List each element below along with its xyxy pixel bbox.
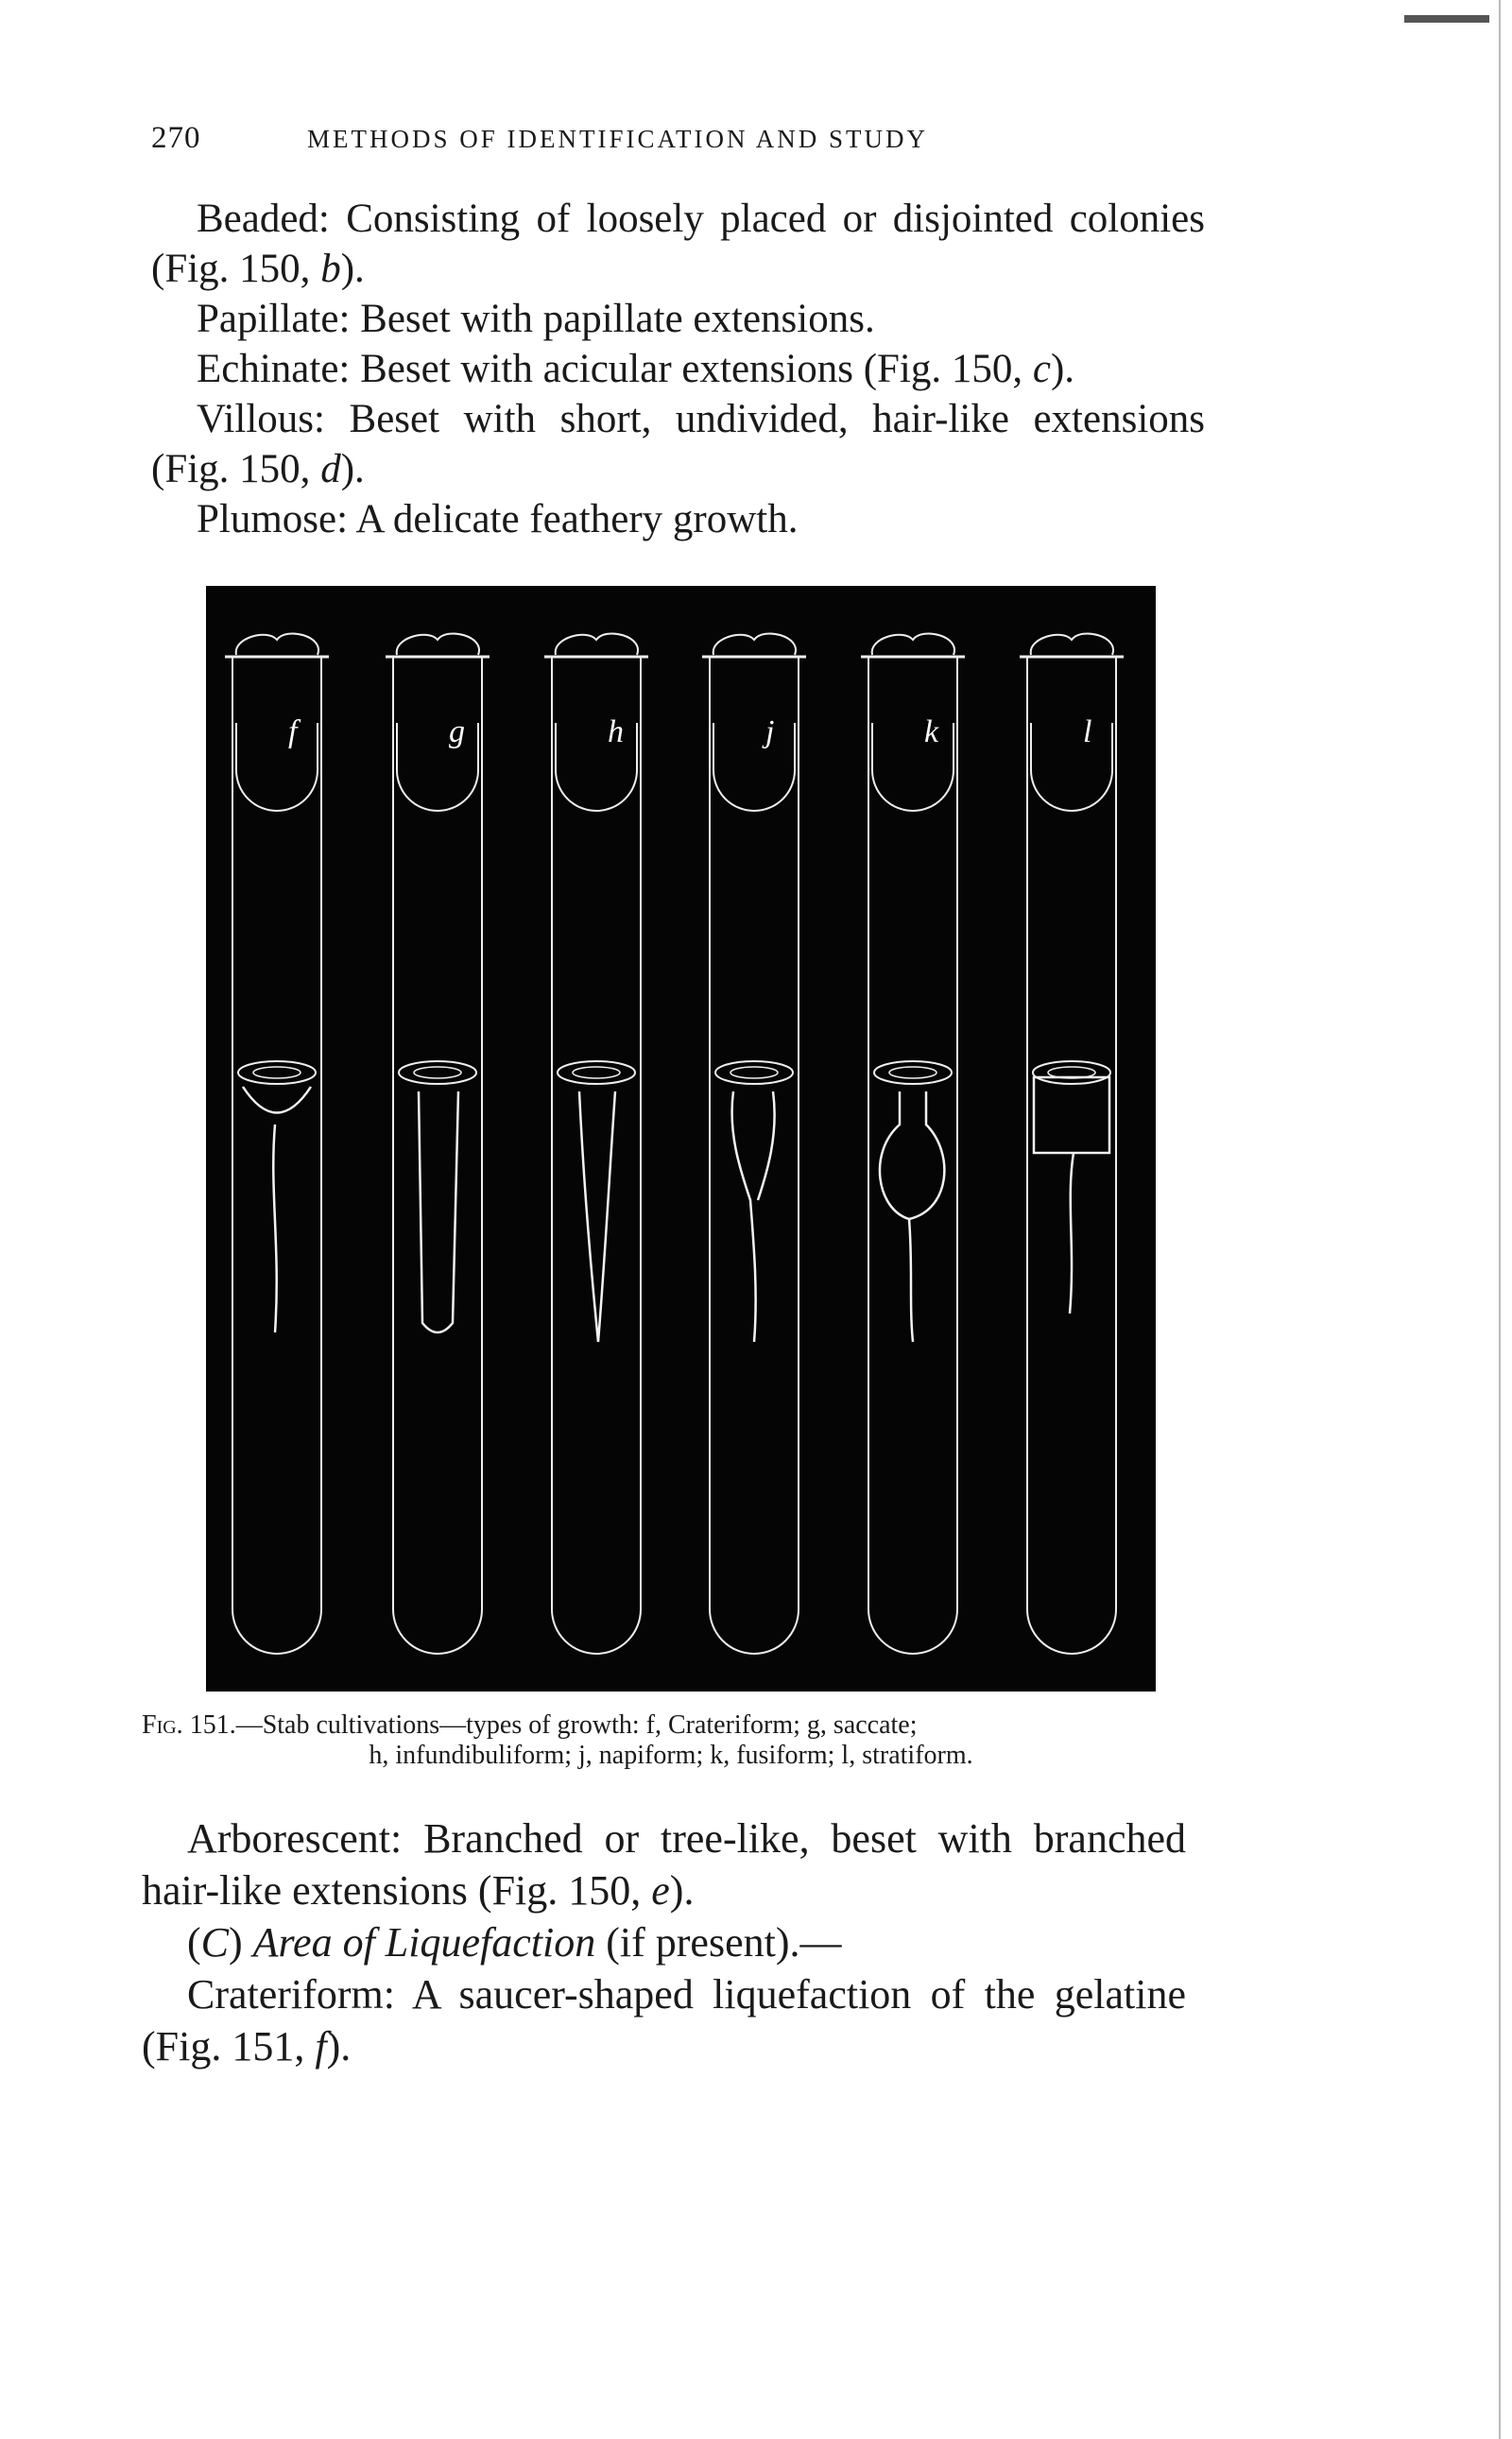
paragraph-arborescent: Arborescent: Branched or tree-like, beset with branched hair-like extensions (Fig. 150, e).: [142, 1815, 1186, 1914]
paragraph-crateriform: Crateriform: A saucer-shaped liquefaction of the gelatine (Fig. 151, f).: [142, 1971, 1186, 2070]
paragraph-area-of-liquefaction: (C) Area of Liquefaction (if present).—: [187, 1919, 842, 1966]
test-tube-h: [544, 633, 648, 1653]
paragraph-plumose: Plumose: A delicate feathery growth.: [197, 497, 799, 541]
tube-label-h: h: [608, 714, 624, 749]
paragraph-beaded: Beaded: Consisting of loosely placed or disjointed colonies (Fig. 150, b).: [151, 197, 1205, 291]
figure-caption: [142, 1710, 1200, 1771]
scan-mark: [1404, 15, 1489, 23]
paragraph-villous: Villous: Beset with short, undivided, hair-like extensions (Fig. 150, d).: [151, 397, 1205, 491]
text-block-bottom: [142, 1812, 1186, 2072]
tube-label-l: l: [1083, 714, 1092, 749]
caption-line-2: h, infundibuliform; j, napiform; k, fusiform; l, stratiform.: [369, 1741, 973, 1770]
paragraph-echinate: Echinate: Beset with acicular extensions (Fig. 150, c).: [197, 347, 1075, 391]
figure-151-stab-cultivations: [206, 586, 1156, 1692]
page-header: [151, 121, 1058, 159]
test-tube-l: [1020, 633, 1124, 1654]
tube-label-j: j: [765, 714, 775, 749]
tube-label-g: g: [449, 714, 465, 749]
test-tubes-illustration: [206, 586, 1156, 1692]
tube-label-k: k: [924, 714, 939, 749]
page-number: 270: [151, 121, 201, 155]
test-tube-f: [225, 633, 329, 1654]
test-tube-j: [702, 633, 806, 1654]
tube-label-f: f: [288, 714, 298, 749]
paragraph-papillate: Papillate: Beset with papillate extensions.: [197, 297, 875, 341]
caption-line-1: 151.—Stab cultivations—types of growth: f, Crateriform; g, saccate;: [182, 1710, 918, 1740]
test-tube-k: [861, 633, 965, 1653]
test-tube-g: [386, 633, 490, 1654]
running-head: METHODS OF IDENTIFICATION AND STUDY: [307, 125, 928, 153]
text-block-top: [151, 194, 1205, 544]
caption-prefix: Fig.: [142, 1710, 183, 1740]
page-edge-rule: [1499, 0, 1501, 2439]
